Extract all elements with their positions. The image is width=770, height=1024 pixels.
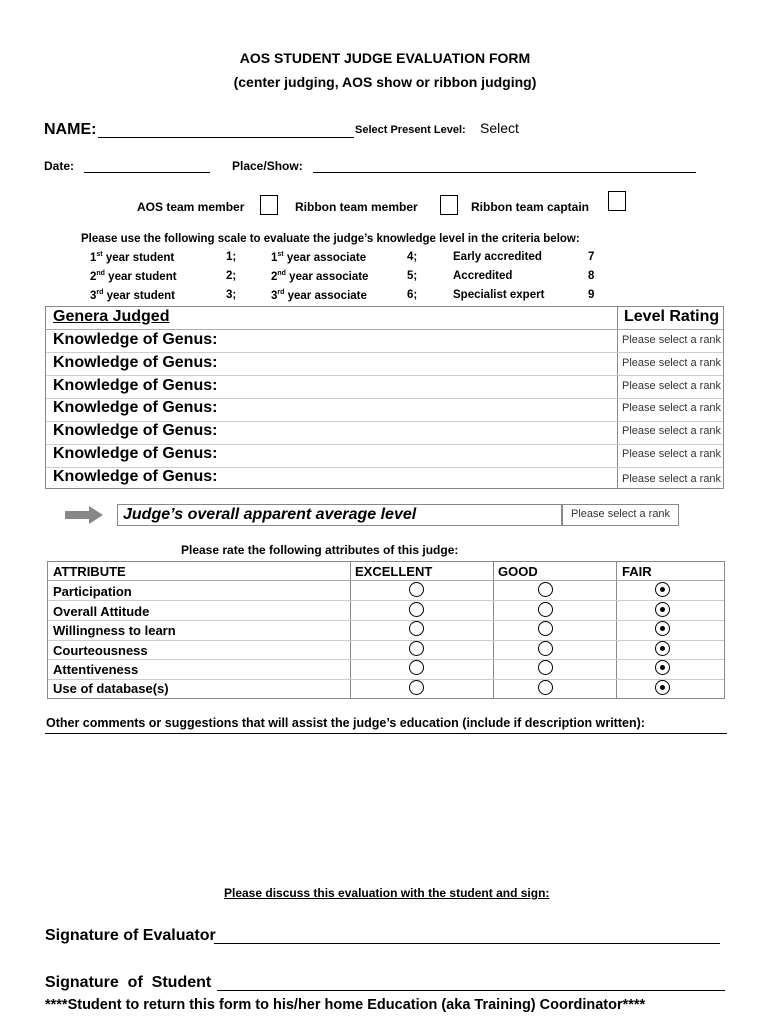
attribute-name: Use of database(s) xyxy=(53,681,169,696)
level-label: Select Present Level: xyxy=(355,124,466,136)
scale-intro: Please use the following scale to evaluate the judge’s knowledge level in the criteria below: xyxy=(81,233,580,245)
genus-rating-select[interactable]: Please select a rank xyxy=(622,334,722,346)
fair-col-header: FAIR xyxy=(622,564,652,579)
scale-8-num: 8 xyxy=(588,270,595,282)
ribbon-team-checkbox[interactable] xyxy=(440,195,458,215)
radio-good[interactable] xyxy=(538,602,553,617)
scale-2-num: 2; xyxy=(226,270,237,282)
radio-fair[interactable] xyxy=(655,621,670,636)
radio-good[interactable] xyxy=(538,641,553,656)
scale-6: 3rd year associate xyxy=(271,289,367,302)
level-rating-header: Level Rating xyxy=(624,308,720,325)
radio-good[interactable] xyxy=(538,680,553,695)
scale-8: Accredited xyxy=(453,270,513,282)
genus-row-label: Knowledge of Genus: xyxy=(53,354,218,371)
genus-row-label: Knowledge of Genus: xyxy=(53,468,218,485)
scale-5-num: 5; xyxy=(407,270,418,282)
genera-judged-header: Genera Judged xyxy=(53,308,170,325)
genus-row-label: Knowledge of Genus: xyxy=(53,399,218,416)
scale-1-num: 1; xyxy=(226,251,237,263)
scale-1: 1st year student xyxy=(90,251,175,264)
date-label: Date: xyxy=(44,159,75,173)
evaluator-signature-label: Signature of Evaluator xyxy=(45,927,216,944)
attribute-name: Attentiveness xyxy=(53,662,139,677)
form-title: AOS STUDENT JUDGE EVALUATION FORM xyxy=(239,50,531,66)
radio-excellent[interactable] xyxy=(409,660,424,675)
scale-9-num: 9 xyxy=(588,289,595,301)
name-field[interactable] xyxy=(98,137,354,138)
scale-4: 1st year associate xyxy=(271,251,367,264)
footer-note: ****Student to return this form to his/her home Education (aka Training) Coordinator**** xyxy=(45,997,646,1013)
genus-rating-select[interactable]: Please select a rank xyxy=(622,380,722,392)
comments-field[interactable] xyxy=(45,733,727,734)
scale-4-num: 4; xyxy=(407,251,418,263)
good-col-header: GOOD xyxy=(498,564,538,579)
genus-row-label: Knowledge of Genus: xyxy=(53,331,218,348)
attribute-name: Willingness to learn xyxy=(53,623,176,638)
scale-3: 3rd year student xyxy=(90,289,175,302)
radio-excellent[interactable] xyxy=(409,602,424,617)
genus-row-label: Knowledge of Genus: xyxy=(53,422,218,439)
student-signature-field[interactable] xyxy=(217,990,725,991)
radio-fair[interactable] xyxy=(655,582,670,597)
radio-good[interactable] xyxy=(538,660,553,675)
scale-2: 2nd year student xyxy=(90,270,177,283)
comments-label: Other comments or suggestions that will assist the judge’s education (include if description written): xyxy=(46,716,645,730)
aos-team-checkbox[interactable] xyxy=(260,195,278,215)
genus-row-label: Knowledge of Genus: xyxy=(53,377,218,394)
excellent-col-header: EXCELLENT xyxy=(355,564,433,579)
place-field[interactable] xyxy=(313,172,696,173)
place-label: Place/Show: xyxy=(232,159,303,173)
attribute-name: Courteousness xyxy=(53,643,148,658)
scale-3-num: 3; xyxy=(226,289,237,301)
overall-level-select[interactable]: Please select a rank xyxy=(571,508,671,520)
radio-excellent[interactable] xyxy=(409,641,424,656)
scale-9: Specialist expert xyxy=(453,289,545,301)
attributes-heading: Please rate the following attributes of this judge: xyxy=(181,543,459,557)
scale-6-num: 6; xyxy=(407,289,418,301)
radio-fair[interactable] xyxy=(655,680,670,695)
genus-rating-select[interactable]: Please select a rank xyxy=(622,448,722,460)
genus-rating-select[interactable]: Please select a rank xyxy=(622,402,722,414)
evaluator-signature-field[interactable] xyxy=(214,943,720,944)
overall-level-label: Judge’s overall apparent average level xyxy=(123,506,417,523)
ribbon-captain-label: Ribbon team captain xyxy=(471,200,590,214)
name-label: NAME: xyxy=(44,121,97,138)
aos-team-label: AOS team member xyxy=(137,200,245,214)
radio-fair[interactable] xyxy=(655,660,670,675)
scale-7-num: 7 xyxy=(588,251,595,263)
scale-7: Early accredited xyxy=(453,251,542,263)
attribute-name: Overall Attitude xyxy=(53,604,150,619)
form-subtitle: (center judging, AOS show or ribbon judging) xyxy=(233,74,537,90)
genus-rating-select[interactable]: Please select a rank xyxy=(622,425,722,437)
genus-rating-select[interactable]: Please select a rank xyxy=(622,357,722,369)
radio-good[interactable] xyxy=(538,582,553,597)
ribbon-captain-checkbox[interactable] xyxy=(608,191,626,211)
radio-excellent[interactable] xyxy=(409,582,424,597)
attribute-name: Participation xyxy=(53,584,132,599)
scale-5: 2nd year associate xyxy=(271,270,369,283)
student-signature-label: Signature of Student xyxy=(45,974,212,991)
level-select[interactable]: Select xyxy=(480,120,519,136)
attribute-col-header: ATTRIBUTE xyxy=(53,564,126,579)
radio-good[interactable] xyxy=(538,621,553,636)
genus-row-label: Knowledge of Genus: xyxy=(53,445,218,462)
arrow-right-icon xyxy=(64,505,104,525)
genus-rating-select[interactable]: Please select a rank xyxy=(622,473,722,485)
ribbon-team-label: Ribbon team member xyxy=(295,200,418,214)
radio-excellent[interactable] xyxy=(409,680,424,695)
radio-excellent[interactable] xyxy=(409,621,424,636)
discuss-label: Please discuss this evaluation with the student and sign: xyxy=(224,886,550,900)
date-field[interactable] xyxy=(84,172,210,173)
radio-fair[interactable] xyxy=(655,641,670,656)
radio-fair[interactable] xyxy=(655,602,670,617)
